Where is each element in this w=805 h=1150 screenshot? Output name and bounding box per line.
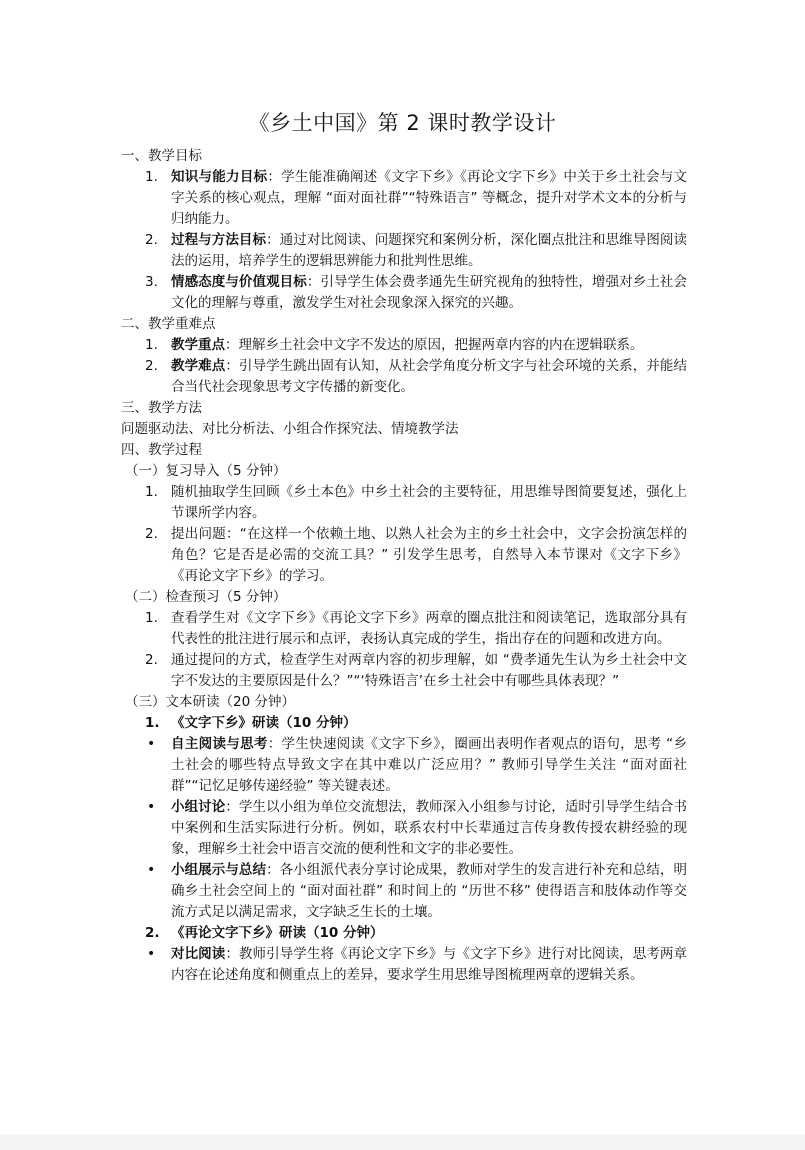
section-heading-key-points: 二、教学重难点 [121,316,216,332]
item-text: ：引导学生跳出固有认知，从社会学角度分析文字与社会环境的关系，并能结合当代社会现象思考文字传播的新变化。 [171,358,688,395]
item-label: 自主阅读与思考 [171,736,268,752]
item-label: 过程与方法目标 [171,232,267,248]
study-title: 《再论文字下乡》研读（10 分钟） [171,925,384,941]
section-heading-process: 四、教学过程 [121,442,202,458]
key-points-list [121,335,687,398]
bullet-item [121,734,687,797]
section-heading-objectives: 一、教学目标 [121,148,202,164]
list-item [121,482,687,524]
bullet-icon: • [147,736,156,752]
item-text: ：学生能准确阐述《文字下乡》《再论文字下乡》中关于乡土社会与文字关系的核心观点，理解 “面对面社群”“特殊语言” 等概念，提升对学术文本的分析与归纳能力。 [171,169,688,227]
item-text: 提出问题：“在这样一个依赖土地、以熟人社会为主的乡土社会中，文字会扮演怎样的角色？它是否是必需的交流工具？” 引发学生思考，自然导入本节课对《文字下乡》《再论文字下乡》的学习。 [171,526,687,584]
item-number: 1. [145,484,158,500]
item-number: 2. [145,232,158,248]
list-item [121,356,687,398]
section-heading-methods: 三、教学方法 [121,400,202,416]
subsection-heading-preview-check: （二）检查预习（5 分钟） [125,589,287,605]
document-title: 《乡土中国》第 2 课时教学设计 [248,111,557,135]
bullet-item [121,860,687,923]
item-label: 情感态度与价值观目标 [171,274,307,290]
item-text: ：各小组派代表分享讨论成果，教师对学生的发言进行补充和总结，明确乡土社会空间上的 “面对面社群” 和时间上的 “历世不移” 使得语言和肢体动作等交流方式足以满足需求，文字缺乏生长的土壤。 [171,862,688,920]
study-heading-wenzi-xiaxiang [121,713,687,734]
document-body [121,146,687,986]
methods-text: 问题驱动法、对比分析法、小组合作探究法、情境教学法 [121,421,459,437]
subsection-heading-text-study: （三）文本研读（20 分钟） [125,694,295,710]
item-text: ：引导学生体会费孝通先生研究视角的独特性，增强对乡土社会文化的理解与尊重，激发学生对社会现象深入探究的兴趣。 [171,274,688,311]
item-text: ：学生快速阅读《文字下乡》，圈画出表明作者观点的语句，思考 “乡土社会的哪些特点导致文字在其中难以广泛应用？” 教师引导学生关注 “面对面社群”“记忆足够传递经验” 等关键表述。 [171,736,687,794]
list-item [121,608,687,650]
bullet-item [121,797,687,860]
bullet-icon: • [147,862,156,878]
objectives-list [121,167,687,314]
item-text: ：学生以小组为单位交流想法，教师深入小组参与讨论，适时引导学生结合书中案例和生活实际进行分析。例如，联系农村中长辈通过言传身教传授农耕经验的现象，理解乡土社会中语言交流的便利性和文字的非必要性。 [171,799,688,857]
item-number: 3. [145,274,158,290]
study-b-bullets [121,944,687,986]
review-list [121,482,687,587]
item-text: ：教师引导学生将《再论文字下乡》与《文字下乡》进行对比阅读，思考两章内容在论述角度和侧重点上的差异，要求学生用思维导图梳理两章的逻辑关系。 [171,946,688,983]
subsection-heading-review: （一）复习导入（5 分钟） [125,463,287,479]
item-text: ：通过对比阅读、问题探究和案例分析，深化圈点批注和思维导图阅读法的运用，培养学生的逻辑思辨能力和批判性思维。 [171,232,688,269]
item-text: ：理解乡土社会中文字不发达的原因，把握两章内容的内在逻辑联系。 [225,337,644,353]
item-number: 1. [145,337,158,353]
item-label: 教学重点 [171,337,225,353]
list-item [121,335,687,356]
bullet-icon: • [147,946,156,962]
bullet-item [121,944,687,986]
item-label: 对比阅读 [171,946,226,962]
item-number: 2. [145,526,158,542]
item-label: 小组讨论 [171,799,226,815]
bullet-icon: • [147,799,156,815]
item-label: 小组展示与总结 [171,862,267,878]
item-text: 随机抽取学生回顾《乡土本色》中乡土社会的主要特征，用思维导图简要复述，强化上节课所学内容。 [171,484,687,521]
study-title: 《文字下乡》研读（10 分钟） [171,715,357,731]
item-number: 1. [145,610,158,626]
list-item [121,167,687,230]
item-number: 1. [145,715,160,731]
list-item [121,272,687,314]
preview-check-list [121,608,687,692]
item-text: 通过提问的方式，检查学生对两章内容的初步理解，如 “费孝通先生认为乡土社会中文字不发达的主要原因是什么？”“‘特殊语言’在乡土社会中有哪些具体表现？” [171,652,687,689]
item-number: 2. [145,652,158,668]
list-item [121,650,687,692]
item-number: 2. [145,925,160,941]
item-label: 知识与能力目标 [171,169,268,185]
item-number: 1. [145,169,158,185]
item-label: 教学难点 [171,358,226,374]
list-item [121,524,687,587]
item-text: 查看学生对《文字下乡》《再论文字下乡》两章的圈点批注和阅读笔记，选取部分具有代表性的批注进行展示和点评，表扬认真完成的学生，指出存在的问题和改进方向。 [171,610,687,647]
study-heading-zailun [121,923,687,944]
list-item [121,230,687,272]
study-a-bullets [121,734,687,923]
item-number: 2. [145,358,158,374]
